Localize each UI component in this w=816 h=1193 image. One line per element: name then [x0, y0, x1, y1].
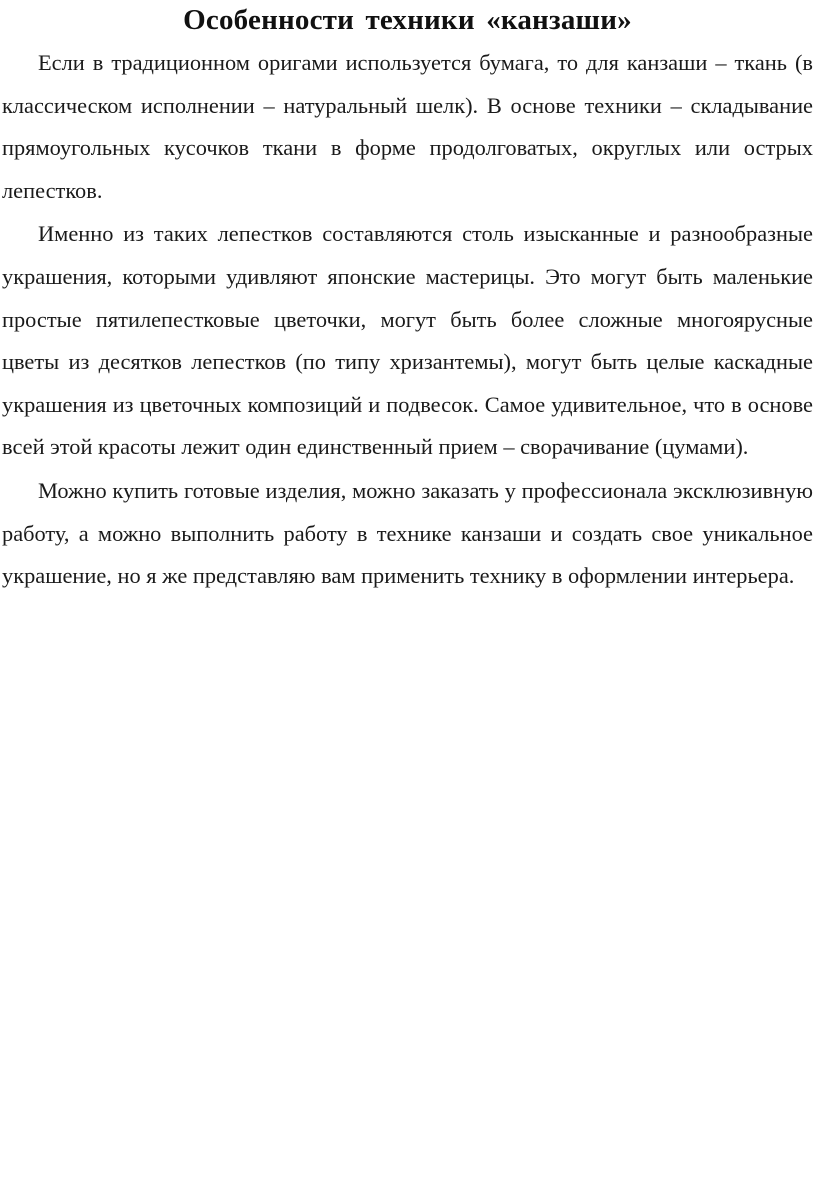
paragraph-1: Если в традиционном оригами используется бумага, то для канзаши – ткань (в классическом исполнении – натуральный шелк). В основе техники – складывание прямоугольных кусочков ткани в форме продолговатых, округлых или острых лепестков. — [2, 50, 813, 203]
paragraph-3: Можно купить готовые изделия, можно заказать у профессионала эксклюзивную работу, а можно выполнить работу в технике канзаши и создать свое уникальное украшение, но я же представляю вам применить технику в оформлении интерьера. — [2, 477, 813, 589]
document-title: Особенности техники «канзаши» — [183, 4, 632, 36]
paragraph-2: Именно из таких лепестков составляются столь изысканные и разнообразные украшения, которыми удивляют японские мастерицы. Это могут быть маленькие простые пятилепестковые цветочки, могут быть более сложные многоярусные цветы из десятков лепестков (по типу хризантемы), могут быть целые каскадные украшения из цветочных композиций и подвесок. Самое удивительное, что в основе всей этой красоты лежит один единственный прием – сворачивание (цумами). — [2, 221, 813, 460]
